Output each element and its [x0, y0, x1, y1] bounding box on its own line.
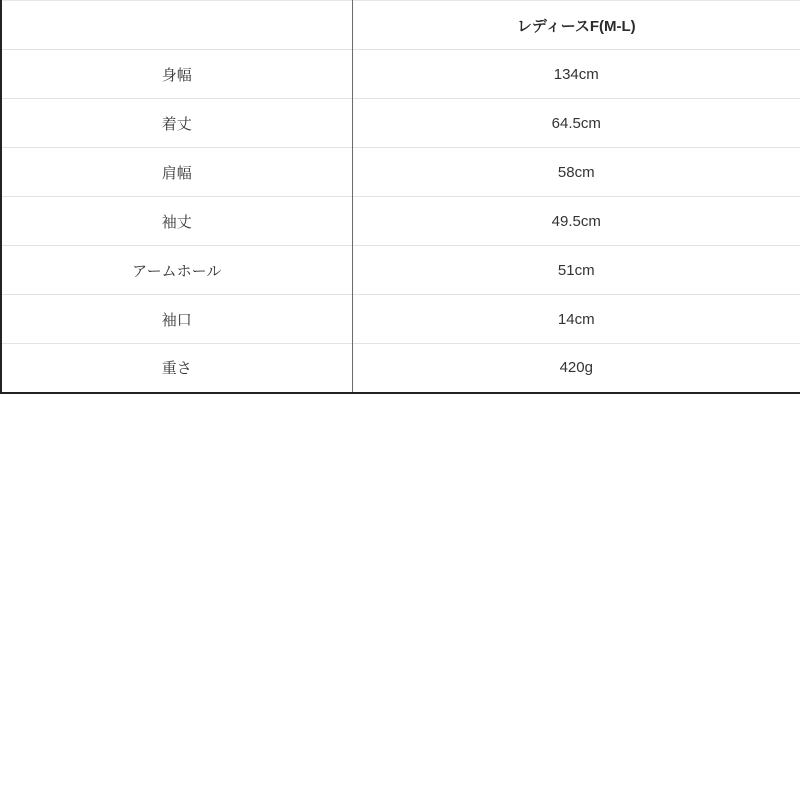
row-value-cuff: 14cm — [352, 295, 800, 344]
row-value-body-width: 134cm — [352, 50, 800, 99]
table-row — [1, 148, 800, 197]
table-row — [1, 295, 800, 344]
row-label-length: 着丈 — [1, 99, 352, 148]
row-value-sleeve-length: 49.5cm — [352, 197, 800, 246]
row-label-weight: 重さ — [1, 344, 352, 393]
header-size-label: レディースF(M-L) — [352, 1, 800, 50]
row-label-sleeve-length: 袖丈 — [1, 197, 352, 246]
header-empty-cell — [1, 1, 352, 50]
table-row — [1, 99, 800, 148]
row-value-weight: 420g — [352, 344, 800, 393]
row-value-length: 64.5cm — [352, 99, 800, 148]
row-label-armhole: アームホール — [1, 246, 352, 295]
size-chart-table — [0, 0, 800, 394]
row-label-body-width: 身幅 — [1, 50, 352, 99]
table-row — [1, 246, 800, 295]
header-row — [1, 1, 800, 50]
row-label-cuff: 袖口 — [1, 295, 352, 344]
row-label-shoulder-width: 肩幅 — [1, 148, 352, 197]
table-row — [1, 344, 800, 393]
table-row — [1, 50, 800, 99]
row-value-armhole: 51cm — [352, 246, 800, 295]
table-row — [1, 197, 800, 246]
row-value-shoulder-width: 58cm — [352, 148, 800, 197]
